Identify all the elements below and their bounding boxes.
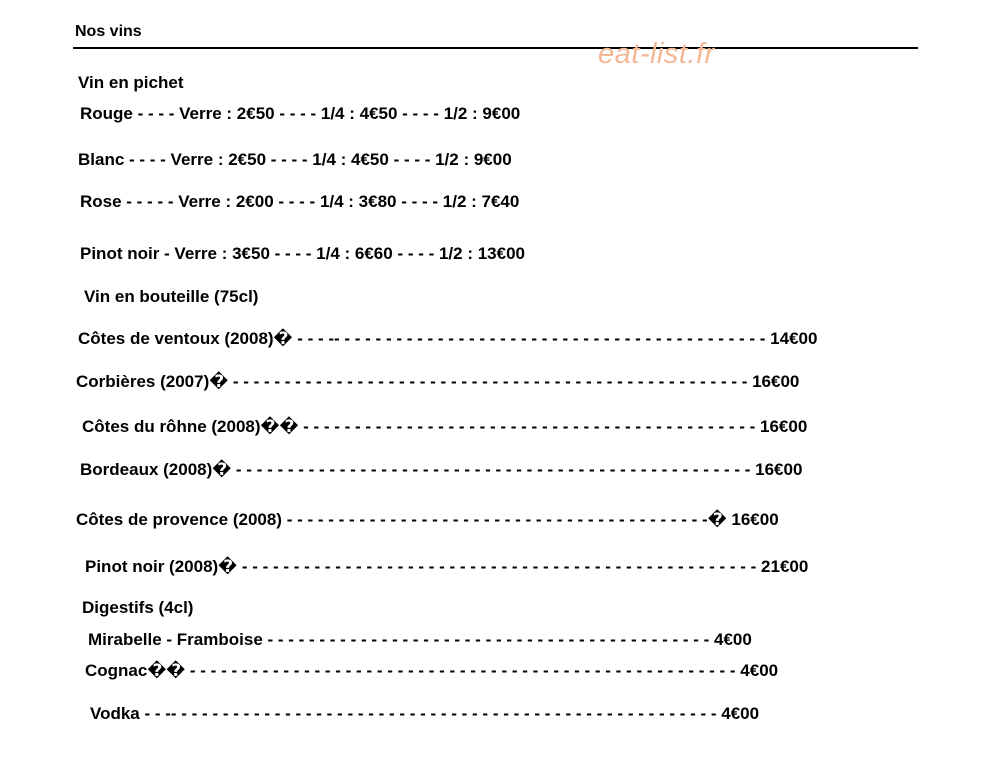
menu-item-pinot-noir-bouteille: Pinot noir (2008)� - - - - - - - - - - - - - - - - - - - - - - - - - - - - - - - - - - - - - - - - - - - - - - - - - - 21€00 — [85, 557, 809, 576]
section-heading-bouteille: Vin en bouteille (75cl) — [84, 287, 259, 306]
header-divider — [73, 47, 918, 49]
menu-item-mirabelle-framboise: Mirabelle - Framboise - - - - - - - - - - - - - - - - - - - - - - - - - - - - - - - - - - - - - - - - - - - 4€00 — [88, 630, 752, 649]
menu-item-corbieres: Corbières (2007)� - - - - - - - - - - - - - - - - - - - - - - - - - - - - - - - - - - - - - - - - - - - - - - - - - - 16€00 — [76, 372, 800, 391]
menu-item-blanc: Blanc - - - - Verre : 2€50 - - - - 1/4 : 4€50 - - - - 1/2 : 9€00 — [78, 150, 512, 169]
menu-item-bordeaux: Bordeaux (2008)� - - - - - - - - - - - - - - - - - - - - - - - - - - - - - - - - - - - - - - - - - - - - - - - - - - 16€00 — [80, 460, 803, 479]
section-heading-digestifs: Digestifs (4cl) — [82, 598, 194, 617]
watermark: eat-list.fr — [598, 38, 715, 70]
menu-item-cotes-de-ventoux: Côtes de ventoux (2008)� - - - -- - - - - - - - - - - - - - - - - - - - - - - - - - - - - - - - - - - - - - - - - - 14€00 — [78, 329, 818, 348]
menu-item-cognac: Cognac�� - - - - - - - - - - - - - - - - - - - - - - - - - - - - - - - - - - - - - - - - - - - - - - - - - - - - - 4€00 — [85, 661, 779, 680]
menu-item-cotes-du-rhone: Côtes du rôhne (2008)�� - - - - - - - - - - - - - - - - - - - - - - - - - - - - - - - - - - - - - - - - - - - - 16€00 — [82, 417, 808, 436]
menu-item-cotes-de-provence: Côtes de provence (2008) - - - - - - - - - - - - - - - - - - - - - - - - - - - - - - - - - - - - - - - - -� 16€00 — [76, 510, 779, 529]
menu-item-rose: Rose - - - - - Verre : 2€00 - - - - 1/4 : 3€80 - - - - 1/2 : 7€40 — [80, 192, 520, 211]
menu-item-vodka: Vodka - - -- - - - - - - - - - - - - - - - - - - - - - - - - - - - - - - - - - - - - - - - - - - - - - - - - - - - - 4€00 — [90, 704, 760, 723]
page-title: Nos vins — [75, 23, 142, 40]
section-heading-pichet: Vin en pichet — [78, 73, 184, 92]
menu-item-rouge: Rouge - - - - Verre : 2€50 - - - - 1/4 : 4€50 - - - - 1/2 : 9€00 — [80, 104, 521, 123]
menu-item-pinot-noir-pichet: Pinot noir - Verre : 3€50 - - - - 1/4 : 6€60 - - - - 1/2 : 13€00 — [80, 244, 525, 263]
